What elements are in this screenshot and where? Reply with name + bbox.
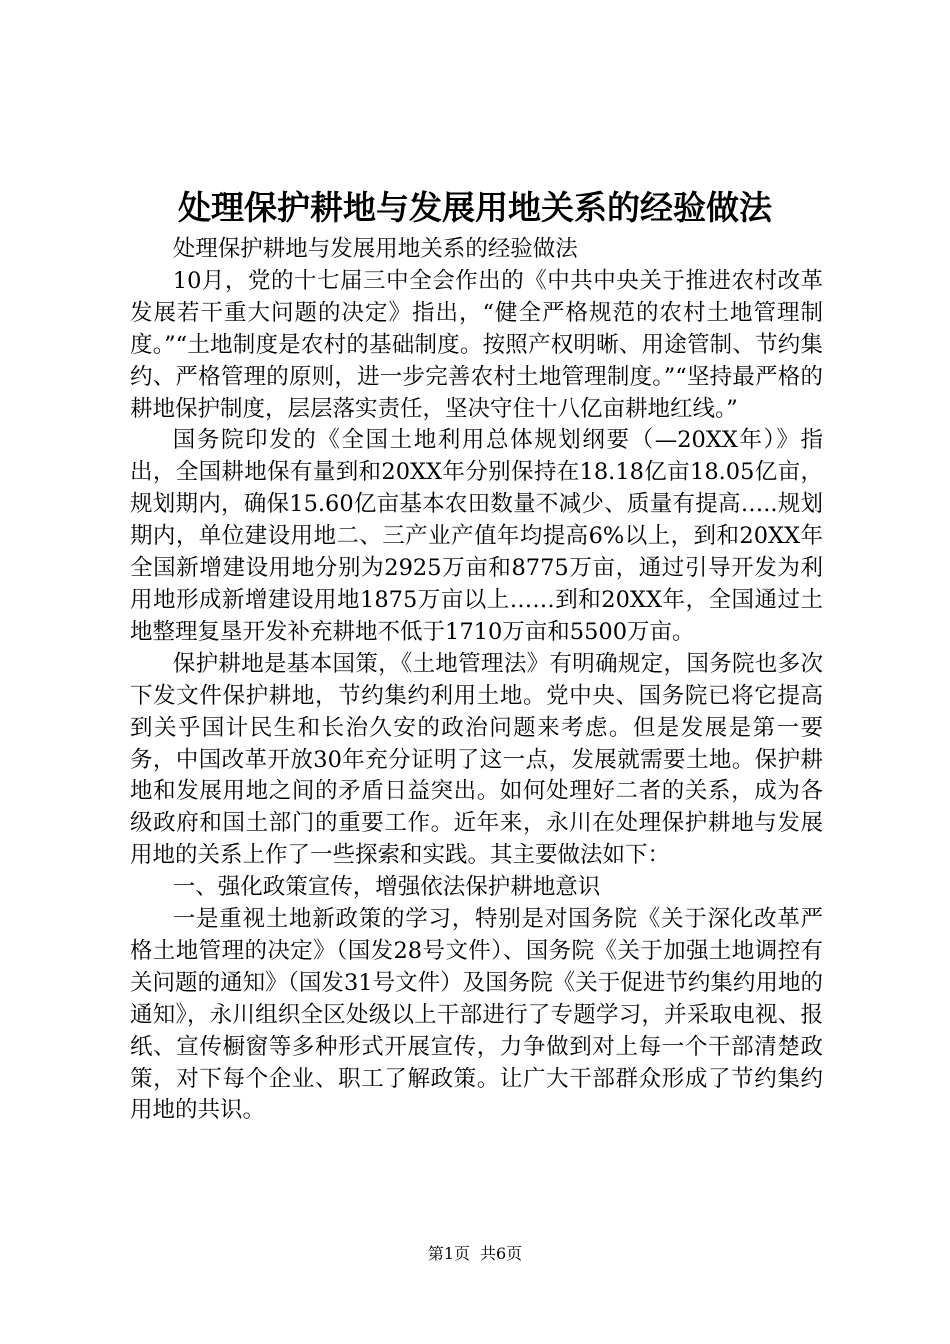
paragraph-subtitle: 处理保护耕地与发展用地关系的经验做法 [172, 236, 578, 262]
page-number: 第1页 [427, 1244, 470, 1263]
paragraph: 一是重视土地新政策的学习，特别是对国务院《关于深化改革严格土地管理的决定》（国发28号文件）、国务院《关于加强土地调控有关问题的通知》（国发31号文件）及国务院《关于促进节约集约用地的通知》，永川组织全区处级以上干部进行了专题学习，并采取电视、报纸、宣传橱窗等多种形式开展宣传，力争做到对上每一个干部清楚政策，对下每个企业、职工了解政策。让广大干部群众形成了节约集约用地的共识。 [130, 906, 823, 1124]
document-body [130, 234, 823, 1127]
paragraph: 10月，党的十七届三中全会作出的《中共中央关于推进农村改革发展若干重大问题的决定》指出，“健全严格规范的农村土地管理制度。”“土地制度是农村的基础制度。按照产权明晰、用途管制、节约集约、严格管理的原则，进一步完善农村土地管理制度。”“坚持最严格的耕地保护制度，层层落实责任，坚决守住十八亿亩耕地红线。” [130, 267, 823, 422]
paragraph: 保护耕地是基本国策，《土地管理法》有明确规定，国务院也多次下发文件保护耕地，节约集约利用土地。党中央、国务院已将它提高到关乎国计民生和长治久安的政治问题来考虑。但是发展是第一要务，中国改革开放30年充分证明了这一点，发展就需要土地。保护耕地和发展用地之间的矛盾日益突出。如何处理好二者的关系，成为各级政府和国土部门的重要工作。近年来，永川在处理保护耕地与发展用地的关系上作了一些探索和实践。其主要做法如下： [130, 650, 823, 869]
page-total: 共6页 [480, 1244, 523, 1263]
paragraph: 国务院印发的《全国土地利用总体规划纲要（—20XX年）》指出，全国耕地保有量到和20XX年分别保持在18.18亿亩18.05亿亩，规划期内，确保15.60亿亩基本农田数量不减少、质量有提高…..规划期内，单位建设用地二、三产业产值年均提高6%以上，到和20XX年全国新增建设用地分别为2925万亩和8775万亩，通过引导开发为利用地形成新增建设用地1875万亩以上……到和20XX年，全国通过土地整理复垦开发补充耕地不低于1710万亩和5500万亩。 [130, 427, 823, 645]
page-title: 处理保护耕地与发展用地关系的经验做法 [178, 188, 772, 227]
section-heading: 一、强化政策宣传，增强依法保护耕地意识 [172, 874, 601, 901]
page-footer [0, 1243, 950, 1265]
